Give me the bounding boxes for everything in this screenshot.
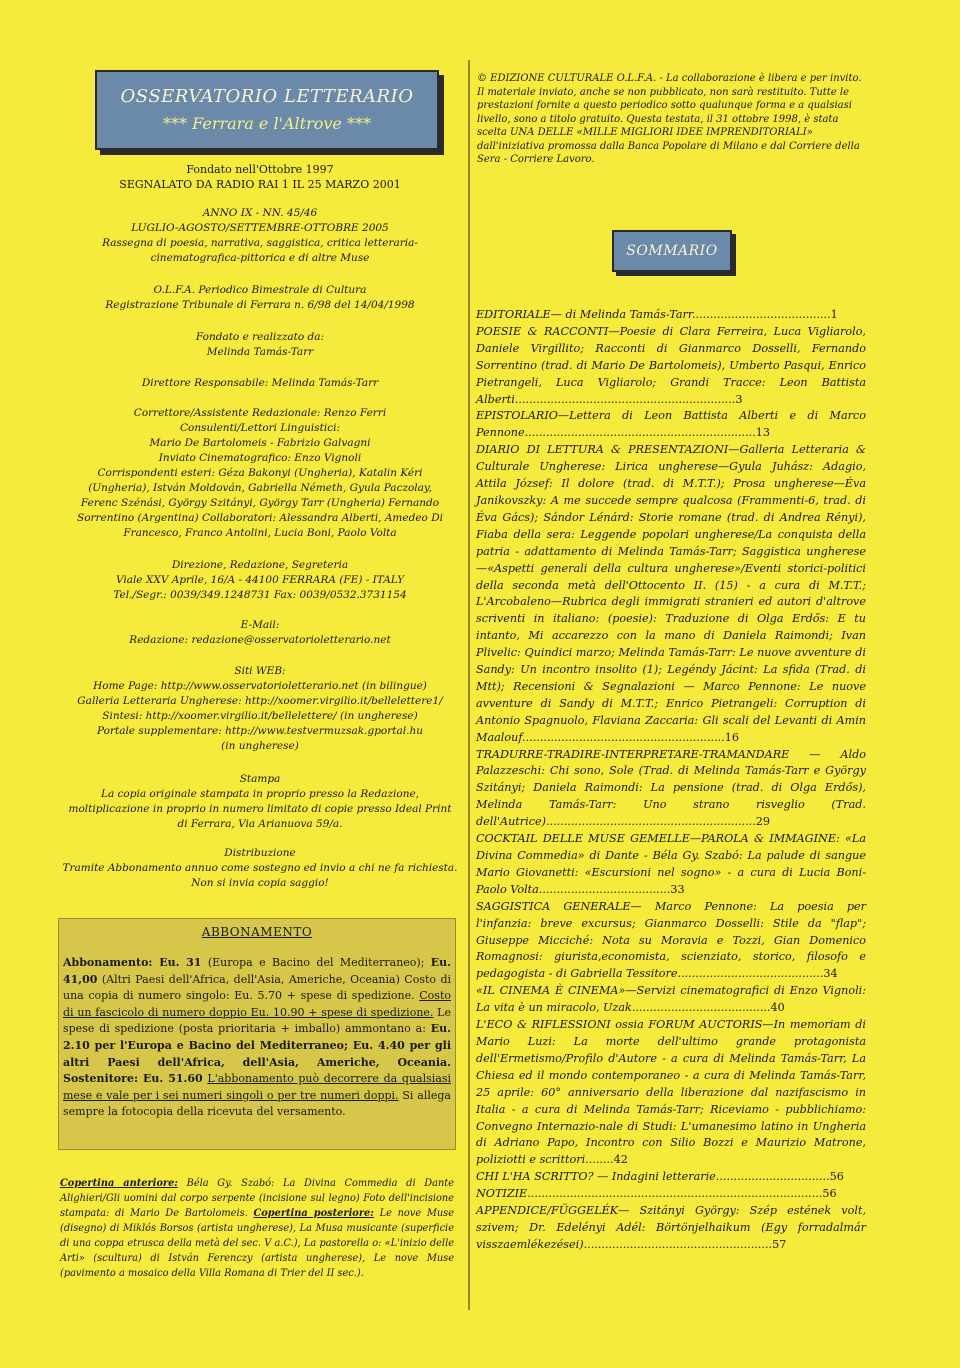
subscription-text-part: (Europa e Bacino del Mediterraneo); — [201, 956, 431, 969]
toc-entry[interactable] — [476, 307, 866, 324]
founded-block — [60, 162, 460, 192]
subscription-text-part: Le spese di spedizione (posta prioritaria + imballo) ammontano a: — [63, 1005, 451, 1036]
toc-entry-page: 1 — [830, 308, 838, 321]
toc-entry-text: Poesie di Clara Ferreira, Luca Vigliarolo, Daniele Virgillito; Racconti di Gianmarco Dosselli, Fernando Sorrentino (trad. di Mario De Bartolomeis), Umberto Pasqui, Enrico Pietrangeli, Luca Vigliarolo; Grandi Tracce: Leon Battista Alberti.............................................................. — [476, 324, 866, 406]
web-link-home[interactable]: Home Page: http://www.osservatorioletterario.net (in bilingue) — [93, 680, 427, 692]
toc-entry-heading: DIARIO DI LETTURA & PRESENTAZIONI— — [476, 443, 740, 457]
staff-line: Mario De Bartolomeis - Fabrizio Galvagni — [149, 437, 371, 449]
web-link-galleria[interactable]: Galleria Letteraria Ungherese: http://xoomer.virgilio.it/bellelettere1/ — [77, 695, 443, 707]
subscription-price-other: Eu. 41,00 — [63, 956, 452, 986]
toc-entry-text: In memoriam di Mario Luzi: La morte dell'ultimo grande protagonista dell'Ermetismo/Profilo d'Autore - a cura di Melinda Tamás-Tarr, La Chiesa ed il mondo contemporaneo - a cura di Melinda Tamás-Tarr, 25 aprile: 60° anniversario della liberazione dal nazifascismo in Italia - a cura di Melinda Tamás-Tarr; Riceviamo - pubblichiamo: Convegno Internazio-nale di Studi: L'umanesimo latino in Ungheria di Adriano Papo, Incontro con Silio Bozzi e Maurizio Matrone, poliziotti e scrittori........ — [476, 1018, 866, 1167]
subscription-text — [63, 955, 451, 1121]
subscription-sponsor: Sostenitore: Eu. 51.60 — [63, 1072, 203, 1086]
toc-entry-page: 34 — [823, 967, 838, 981]
print-label: Stampa — [239, 773, 281, 785]
toc-entry-page: 29 — [755, 815, 771, 829]
director-line: Direttore Responsabile: Melinda Tamás-Tarr — [141, 377, 379, 389]
staff-line: (Ungheria), István Moldován, Gabriella Németh, Gyula Paczolay, — [88, 482, 432, 494]
toc-entry[interactable] — [476, 408, 866, 442]
toc-entry-heading: «IL CINEMA È CINEMA»— — [476, 984, 637, 998]
subscription-text-part: (Altri Paesi dell'Africa, dell'Asia, Americhe, Oceania) Costo di una copia di numero singolo: Eu. 5.70 + spese di spedizione. — [63, 972, 451, 1003]
print-line: moltiplicazione in proprio in numero limitato di copie presso Ideal Print — [68, 803, 452, 815]
address-line: Viale XXV Aprile, 16/A - 44100 FERRARA (FE) - ITALY — [115, 574, 405, 586]
cover-back-label: Copertina posteriore: — [253, 1208, 374, 1219]
toc-entry[interactable] — [476, 899, 866, 984]
founded-date: Fondato nell'Ottobre 1997 — [186, 163, 334, 176]
column-divider — [468, 60, 470, 1310]
toc-entry[interactable] — [476, 1017, 866, 1169]
distribution-line: Non si invia copia saggio! — [191, 877, 329, 889]
subscription-double-issue: Costo di un fascicolo di numero doppio Eu. 10.90 + spese di spedizione. — [63, 989, 451, 1019]
email-block — [62, 618, 458, 648]
toc-entry-heading: COCKTAIL DELLE MUSE GEMELLE— — [476, 832, 702, 846]
issue-number: ANNO IX - NN. 45/46 — [202, 207, 318, 219]
subscription-price-europe: Abbonamento: Eu. 31 — [63, 956, 202, 969]
toc-entry-text: Lettera di Leon Battista Alberti e di Marco Pennone................................................................. — [476, 409, 866, 440]
toc-entry-page: 16 — [724, 730, 740, 744]
web-link-sintesi[interactable]: Sintesi: http://xoomer.virgilio.it/bellelettere/ (in ungherese) — [102, 710, 418, 722]
toc-entry[interactable] — [476, 747, 866, 832]
toc-entry-heading: EPISTOLARIO— — [476, 409, 570, 423]
distribution-label: Distribuzione — [224, 847, 296, 859]
cover-back-text: Le nove Muse (disegno) di Miklós Borsos (artista ungherese), La Musa musicante (superficie di una coppa etrusca della metà del sec. V a.C.), La pastorella o: «L'inizio delle Arti» (scultura) di István Ferenczy (artista ungherese), Le nove Muse (pavimento a mosaico della Villa Romana di Trier del II sec.). — [60, 1208, 455, 1279]
toc-entry[interactable] — [476, 1186, 866, 1203]
rassegna-line1: Rassegna di poesia, narrativa, saggistica, critica letteraria- — [102, 237, 418, 249]
table-of-contents — [476, 307, 866, 1254]
print-line: di Ferrara, Via Arianuova 59/a. — [177, 818, 343, 830]
subscription-box — [58, 918, 456, 1150]
rassegna-line2: cinematografica-pittorica e di altre Muse — [150, 252, 370, 264]
toc-entry-page: 57 — [772, 1237, 787, 1251]
distribution-block — [62, 846, 458, 891]
toc-entry-text: Servizi cinematografici di Enzo Vignoli: La vita è un miracolo, Uzak....................................... — [476, 984, 867, 1015]
toc-entry-page: 56 — [822, 1187, 837, 1201]
toc-entry-heading: SAGGISTICA GENERALE— — [476, 899, 642, 913]
print-block — [62, 772, 458, 832]
toc-entry-page: 56 — [829, 1170, 844, 1184]
toc-entry-text: Aldo Palazzeschi: Chi sono, Sole (Trad. di Melinda Tamás-Tarr e György Szitányi; Daniela Raimondi: La pensione (trad. di Olga Erdős), Melinda Tamás-Tarr: Uno strano risveglio (Trad. dell'Autrice)........................................................... — [476, 747, 866, 829]
staff-line: Correttore/Assistente Redazionale: Renzo Ferri — [133, 407, 387, 419]
toc-entry-text: Szitányi György: Szép estének volt, szivem; Dr. Edelényi Adél: Börtönjelhaikum (Egy forradalmár visszaemlékezései)..................................................... — [476, 1204, 866, 1251]
radio-notice: SEGNALATO DA RADIO RAI 1 IL 25 MARZO 2001 — [119, 178, 401, 191]
toc-entry-heading: APPENDICE/FÜGGELÉK— — [476, 1204, 630, 1218]
cover-front-text: Béla Gy. Szabó: La Divina Commedia di Dante Alighieri/Gli uomini dal corpo serpente (incisione sul legno) Foto dell'incisione stampata: di Mario De Bartolomeis. — [60, 1178, 454, 1219]
toc-entry-page: 3 — [735, 392, 743, 406]
toc-entry[interactable] — [476, 983, 866, 1017]
registration-line: Registrazione Tribunale di Ferrara n. 6/98 del 14/04/1998 — [105, 299, 415, 311]
founder-block — [62, 330, 458, 360]
issue-period: LUGLIO-AGOSTO/SETTEMBRE-OTTOBRE 2005 — [131, 222, 389, 234]
staff-line: Inviato Cinematografico: Enzo Vignoli — [158, 452, 362, 464]
toc-entry-text: Marco Pennone: La poesia per l'infanzia: breve excursus; Gianmarco Dosselli: Stile da "flap"; Giuseppe Micciché: Nota su Moravia e Tozzi, Gian Domenico Romagnosi: giurista,economista, scienziato, storico, filosofo e pedagogista - di Gabriella Tessitore......................................... — [476, 899, 866, 981]
address-block — [62, 558, 458, 603]
toc-entry-text: Indagini letterarie................................ — [608, 1170, 830, 1184]
toc-entry-heading: L'ECO & RIFLESSIONI ossia FORUM AUCTORIS— — [476, 1018, 774, 1032]
toc-entry-page: 13 — [755, 426, 771, 440]
masthead-title: OSSERVATORIO LETTERARIO — [120, 86, 414, 107]
web-label: Siti WEB: — [234, 665, 286, 677]
staff-block — [62, 406, 458, 541]
toc-entry[interactable] — [476, 1169, 866, 1186]
masthead-box — [95, 70, 439, 150]
toc-entry-heading: EDITORIALE— — [476, 308, 562, 321]
toc-entry-heading: TRADURRE-TRADIRE-INTERPRETARE-TRAMANDARE — — [476, 747, 821, 761]
phone-line: Tel./Segr.: 0039/349.1248731 Fax: 0039/0532.3731154 — [113, 589, 407, 601]
toc-entry-page: 33 — [670, 882, 685, 896]
editorial-notice: © EDIZIONE CULTURALE O.L.F.A. - La collaborazione è libera e per invito. Il materiale inviato, anche se non pubblicato, non sarà restituito. Tutte le prestazioni fornite a questo periodico sotto qualunque forma e a qualsiasi livello, sono a titolo gratuito. Questa testata, il 31 ottobre 1998, è stata scelta UNA DELLE «MILLE MIGLIORI IDEE IMPRENDITORIALI» dall'iniziativa promossa dalla Banca Popolare di Milano e dal Corriere della Sera - Corriere Lavoro. — [477, 73, 862, 165]
olfa-line: O.L.F.A. Periodico Bimestrale di Cultura — [153, 284, 367, 296]
toc-entry-text: ................................................................................... — [527, 1187, 823, 1201]
issue-block — [62, 206, 458, 266]
subscription-title: ABBONAMENTO — [201, 925, 313, 939]
cover-credits — [60, 1176, 454, 1281]
toc-entry[interactable] — [476, 324, 866, 409]
sommario-box: SOMMARIO — [612, 230, 732, 272]
toc-entry-text: PAROLA & IMMAGINE: «La Divina Commedia» di Dante - Béla Gy. Szabó: La palude di sangue Mario Giovanetti: «Escursioni nel sogno» - a cura di Lucia Boni-Paolo Volta..................................... — [476, 832, 866, 896]
toc-entry[interactable] — [476, 442, 866, 746]
web-note: (in ungherese) — [221, 740, 299, 752]
founder-label: Fondato e realizzato da: — [195, 331, 325, 343]
registration-block — [62, 283, 458, 313]
subscription-text-part: Si allega sempre la fotocopia della ricevuta del versamento. — [63, 1088, 451, 1119]
toc-entry[interactable] — [476, 1203, 866, 1254]
web-link-portale[interactable]: Portale supplementare: http://www.testvermuzsak.gportal.hu — [97, 725, 423, 737]
toc-entry-heading: CHI L'HA SCRITTO? — — [476, 1170, 609, 1184]
address-label: Direzione, Redazione, Segreteria — [171, 559, 349, 571]
staff-line: Corrispondenti esteri: Géza Bakonyi (Ungheria), Katalin Kéri — [97, 467, 423, 479]
masthead-subtitle: *** Ferrara e l'Altrove *** — [163, 114, 371, 133]
web-block — [62, 664, 458, 754]
subscription-start: L'abbonamento può decorrere da qualsiasi mese e vale per i sei numeri singoli o per tre numeri doppi. — [63, 1072, 451, 1102]
staff-line: Francesco, Franco Antolini, Lucia Boni, Paolo Volta — [123, 527, 397, 539]
staff-line: Consulenti/Lettori Linguistici: — [179, 422, 341, 434]
toc-entry-page: 40 — [770, 1001, 785, 1015]
toc-entry[interactable] — [476, 831, 866, 899]
email-link[interactable]: Redazione: redazione@osservatorioletterario.net — [129, 634, 391, 646]
toc-entry-page: 42 — [613, 1153, 628, 1167]
email-label: E-Mail: — [240, 619, 280, 631]
print-line: La copia originale stampata in proprio presso la Redazione, — [100, 788, 420, 800]
toc-entry-text: Galleria Letteraria & Culturale Ungherese: Lirica ungherese—Gyula Juhász: Adagio, Attila József: Il dolore (trad. di M.T.T.); Prosa ungherese—Éva Janikovszky: A me succede sempre qualcosa (Frammenti-6, trad. di Éva Gács); Sándor Lénárd: Storie romane (trad. di Andrea Rényi), Fiaba della sera: Leggende popolari ungherese/La conquista della patria - adattamento di Melinda Tamás-Tarr; Saggistica ungherese—«Aspetti generali della cultura ungherese»/Eventi storici-politici della seconda metà dell'Ottocento II. (15) - a cura di M.T.T.; L'Arcobaleno—Rubrica degli immigrati stranieri ed autori d'altrove scriventi in italiano: (poesie): Traduzione di Olga Erdős: E tu intanto, Mi accarezzo con la mano di Daniela Raimondi; Ivan Plivelic: Quindici marzo; Melinda Tamás-Tarr: Le nuove avventure di Sandy: Un incontro insolito (1); Legéndy Jácint: La sfida (Trad. di Mtt); Recensioni & Segnalazioni — Marco Pennone: Le nuove avventure di Sandy di M.T.T.; Enrico Pietrangeli: Corruption di Antonio Spagnuolo, Flaviana Zaccaria: Gli scali del Levanti di Amin Maalouf......................................................... — [476, 443, 867, 744]
staff-line: Ferenc Szénási, György Szitányi, György Tarr (Ungheria) Fernando — [80, 497, 440, 509]
cover-front-label: Copertina anteriore: — [60, 1178, 178, 1189]
toc-entry-heading: NOTIZIE — [476, 1187, 528, 1201]
toc-entry-heading: POESIE & RACCONTI— — [476, 324, 620, 338]
toc-entry-text: di Melinda Tamás-Tarr....................................... — [561, 308, 831, 321]
staff-line: Sorrentino (Argentina) Collaboratori: Alessandra Alberti, Amedeo Di — [77, 512, 443, 524]
subscription-shipping: Eu. 2.10 per l'Europa e Bacino del Mediterraneo; Eu. 4.40 per gli altri Paesi dell'Africa, dell'Asia, Americhe, Oceania. — [63, 1022, 451, 1069]
founder-name: Melinda Tamás-Tarr — [206, 346, 314, 358]
distribution-line: Tramite Abbonamento annuo come sostegno ed invio a chi ne fa richiesta. — [62, 862, 458, 874]
